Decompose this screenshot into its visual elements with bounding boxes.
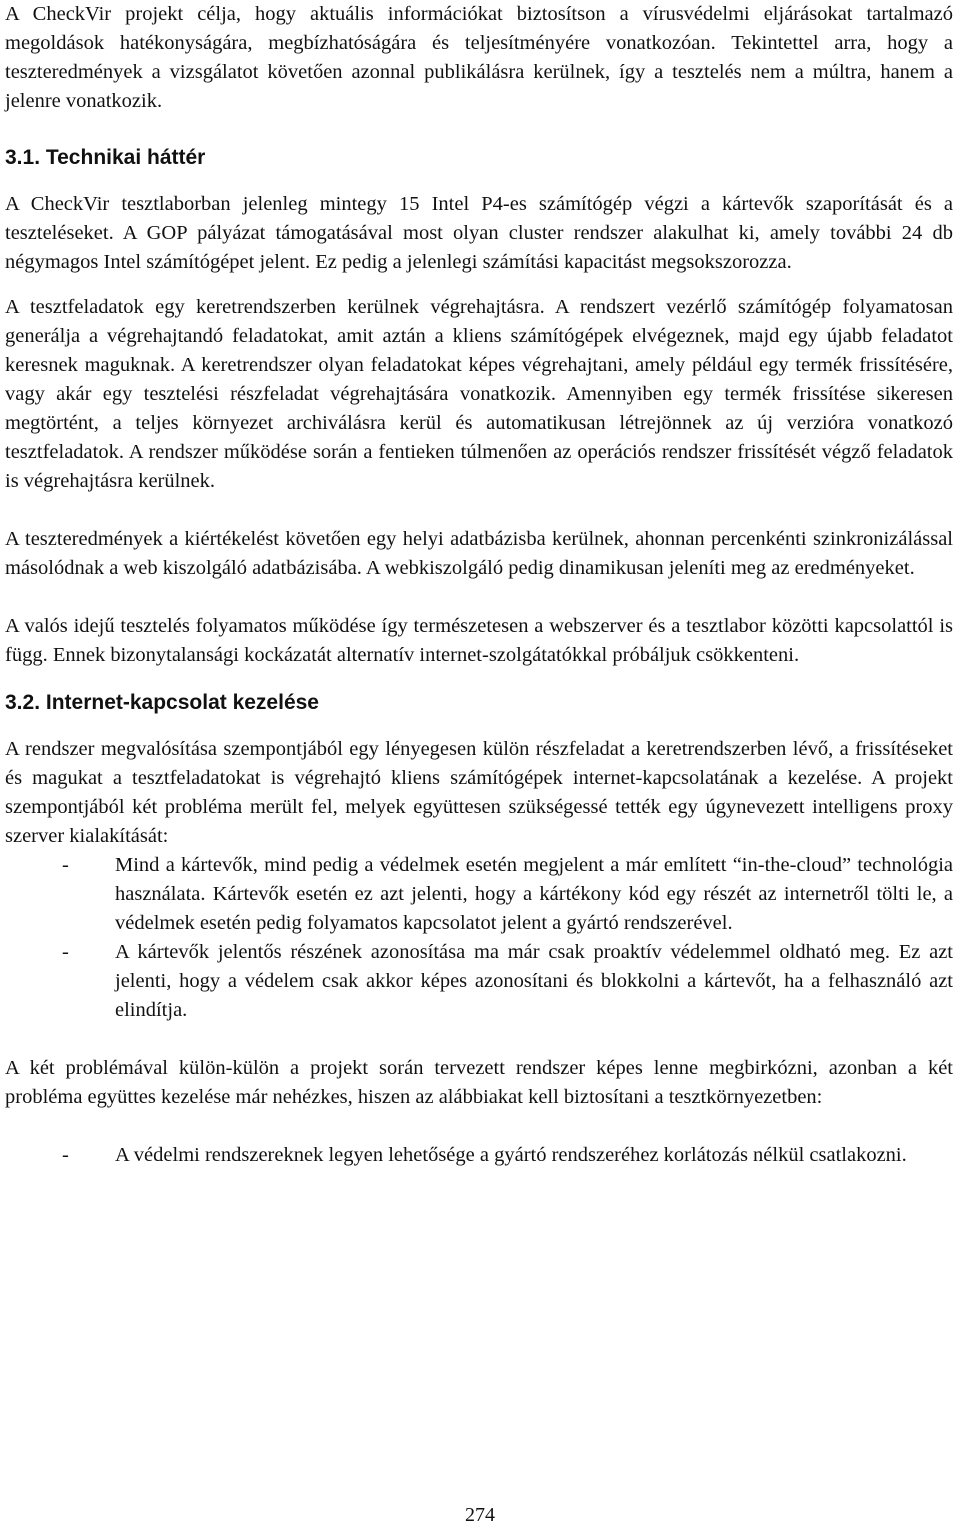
list-item-text: A védelmi rendszereknek legyen lehetősége a gyártó rendszeréhez korlátozás nélkül csatlakozni. <box>115 1144 907 1166</box>
dash-marker: - <box>62 1144 69 1166</box>
section-3-1-heading: 3.1. Technikai háttér <box>5 146 206 169</box>
document-page <box>5 0 953 1170</box>
dash-marker: - <box>62 854 69 876</box>
list-item <box>5 851 953 938</box>
list-item <box>5 938 953 1025</box>
intro-paragraph: A CheckVir projekt célja, hogy aktuális információkat biztosítson a vírusvédelmi eljárásokat tartalmazó megoldások hatékonyságára, megbízhatóságára és teljesítményére vonatkozóan. Tekintettel arra, hogy a teszteredmények a vizsgálatot követően azonnal publikálásra kerülnek, így a tesztelés nem a múltra, hanem a jelenre vonatkozik. <box>5 3 953 112</box>
section-3-1-paragraph-3: A teszteredmények a kiértékelést követően egy helyi adatbázisba kerülnek, ahonnan percenkénti szinkronizálással másolódnak a web kiszolgáló adatbázisába. A webkiszolgáló pedig dinamikusan jeleníti meg az eredményeket. <box>5 528 953 579</box>
list-item <box>5 1141 953 1170</box>
bullet-list-1 <box>5 851 953 1025</box>
list-item-text: Mind a kártevők, mind pedig a védelmek esetén megjelent a már említett “in-the-cloud” technológia használata. Kártevők esetén ez azt jelenti, hogy a kártékony kód egy részét az internetről tölti le, a védelmek esetén pedig folyamatos kapcsolatot jelent a gyártó rendszerével. <box>115 854 953 934</box>
section-3-2-paragraph-1: A rendszer megvalósítása szempontjából egy lényegesen külön részfeladat a keretrendszerben lévő, a frissítéseket és magukat a tesztfeladatokat is végrehajtó kliens számítógépek internet-kapcsolatának a kezelése. A projekt szempontjából két probléma merült fel, melyek együttesen szükségessé tették egy úgynevezett intelligens proxy szerver kialakítását: <box>5 738 953 847</box>
section-3-2-paragraph-2: A két problémával külön-külön a projekt során tervezett rendszer képes lenne megbirkózni, azonban a két probléma együttes kezelése már nehézkes, hiszen az alábbiakat kell biztosítani a tesztkörnyezetben: <box>5 1057 953 1108</box>
section-3-1-paragraph-2: A tesztfeladatok egy keretrendszerben kerülnek végrehajtásra. A rendszert vezérlő számítógép folyamatosan generálja a végrehajtandó feladatokat, amit aztán a kliens számítógépek elvégeznek, majd egy újabb feladatot keresnek maguknak. A keretrendszer olyan feladatokat képes végrehajtani, amely például egy termék frissítésére, vagy akár egy tesztelési részfeladat végrehajtására vonatkozik. Amennyiben egy termék frissítése sikeresen megtörtént, a teljes környezet archiválásra kerül és automatikusan létrejönnek az új verzióra vonatkozó tesztfeladatok. A rendszer működése során a fentieken túlmenően az operációs rendszer frissítését végző feladatok is végrehajtásra kerülnek. <box>5 296 953 492</box>
bullet-list-2 <box>5 1141 953 1170</box>
section-3-1-paragraph-1: A CheckVir tesztlaborban jelenleg mintegy 15 Intel P4-es számítógép végzi a kártevők szaporítását és a teszteléseket. A GOP pályázat támogatásával most olyan cluster rendszer alakulhat ki, amely további 24 db négymagos Intel számítógépet jelent. Ez pedig a jelenlegi számítási kapacitást megsokszorozza. <box>5 193 953 273</box>
dash-marker: - <box>62 941 69 963</box>
section-3-2-heading: 3.2. Internet-kapcsolat kezelése <box>5 691 319 714</box>
page-number: 274 <box>465 1504 495 1526</box>
list-item-text: A kártevők jelentős részének azonosítása ma már csak proaktív védelemmel oldható meg. Ez azt jelenti, hogy a védelem csak akkor képes azonosítani és blokkolni a kártevőt, ha a felhasználó azt elindítja. <box>115 941 953 1021</box>
section-3-1-paragraph-4: A valós idejű tesztelés folyamatos működése így természetesen a webszerver és a tesztlabor közötti kapcsolattól is függ. Ennek bizonytalansági kockázatát alternatív internet-szolgátatókkal próbáljuk csökkenteni. <box>5 615 953 666</box>
